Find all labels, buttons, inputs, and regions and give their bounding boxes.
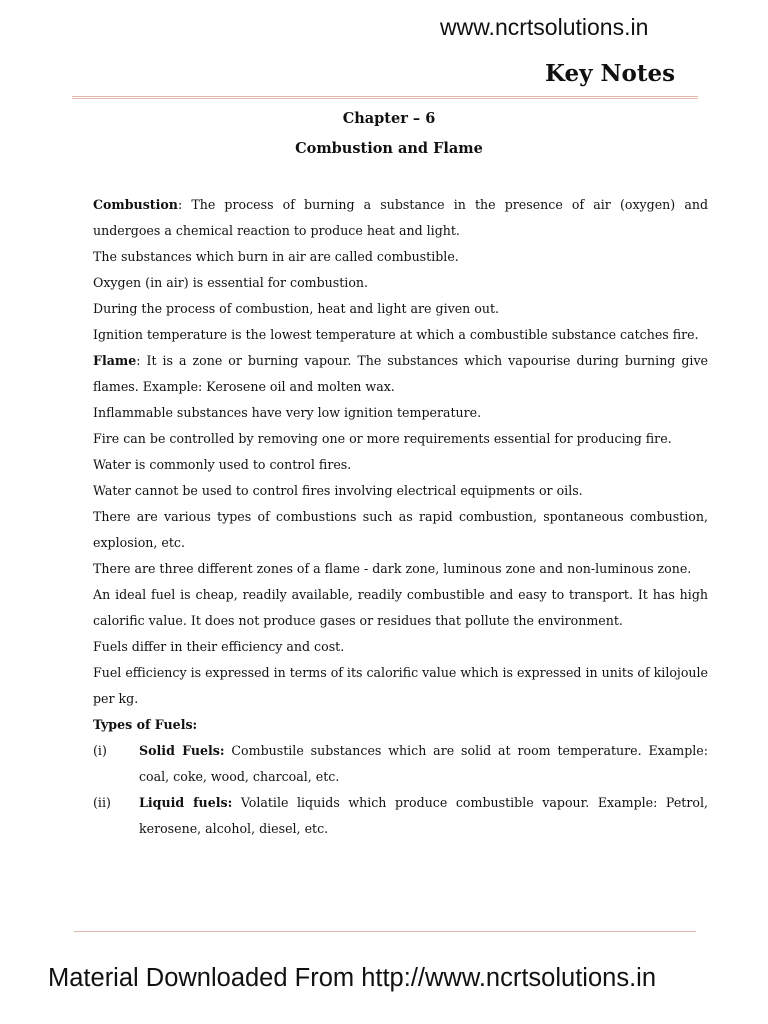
paragraph (93, 192, 708, 244)
paragraph-term: Combustion (93, 197, 178, 212)
fuel-type-number: (ii) (93, 795, 111, 810)
fuel-type-description (139, 790, 708, 842)
chapter-title: Combustion and Flame (295, 140, 483, 157)
header-title: Key Notes (545, 60, 676, 87)
fuel-type-text: Combustile substances which are solid at room temperature. Example: coal, coke, wood, charcoal, etc. (139, 743, 708, 784)
fuel-type-text: Volatile liquids which produce combustible vapour. Example: Petrol, kerosene, alcohol, diesel, etc. (139, 795, 708, 836)
fuel-type-name: Solid Fuels: (139, 743, 225, 758)
chapter-number: Chapter – 6 (342, 110, 436, 127)
paragraph: An ideal fuel is cheap, readily available, readily combustible and easy to transport. It has high calorific value. It does not produce gases or residues that pollute the environment. (93, 587, 708, 628)
footer-text[interactable]: Material Downloaded From http://www.ncrtsolutions.in (48, 964, 657, 992)
footer-divider (74, 931, 696, 932)
fuel-type-item (93, 790, 708, 842)
paragraph: During the process of combustion, heat and light are given out. (93, 301, 500, 316)
paragraph: Fuels differ in their efficiency and cost. (93, 639, 345, 654)
fuel-type-item (93, 738, 708, 790)
paragraph: The substances which burn in air are called combustible. (93, 249, 459, 264)
types-heading (93, 712, 708, 738)
paragraph (93, 348, 708, 400)
paragraph: Ignition temperature is the lowest temperature at which a combustible substance catches fire. (93, 327, 699, 342)
paragraph-separator: : (177, 197, 192, 212)
paragraph: Fire can be controlled by removing one or more requirements essential for producing fire. (93, 431, 672, 446)
paragraph: Water cannot be used to control fires involving electrical equipments or oils. (93, 483, 583, 498)
fuel-type-description (139, 738, 708, 790)
paragraph: There are three different zones of a flame - dark zone, luminous zone and non-luminous zone. (93, 561, 692, 576)
fuel-type-name: Liquid fuels: (139, 795, 233, 810)
paragraph: Oxygen (in air) is essential for combustion. (93, 275, 369, 290)
notes-body (93, 192, 708, 842)
paragraph-text: It is a zone or burning vapour. The substances which vapourise during burning give flames. Example: Kerosene oil and molten wax. (93, 353, 709, 394)
paragraph-separator: : (136, 353, 147, 368)
header-divider (72, 96, 698, 99)
paragraph: Water is commonly used to control fires. (93, 457, 352, 472)
paragraph: Fuel efficiency is expressed in terms of its calorific value which is expressed in units of kilojoule per kg. (93, 665, 709, 706)
paragraph: Inflammable substances have very low ignition temperature. (93, 405, 482, 420)
paragraph-term: Flame (93, 353, 137, 368)
paragraph-text: The process of burning a substance in the presence of air (oxygen) and undergoes a chemical reaction to produce heat and light. (93, 197, 709, 238)
paragraph: There are various types of combustions such as rapid combustion, spontaneous combustion, explosion, etc. (93, 509, 708, 550)
header-site-url: www.ncrtsolutions.in (440, 14, 649, 40)
fuel-type-number: (i) (93, 743, 107, 758)
types-heading-text: Types of Fuels: (93, 717, 198, 732)
